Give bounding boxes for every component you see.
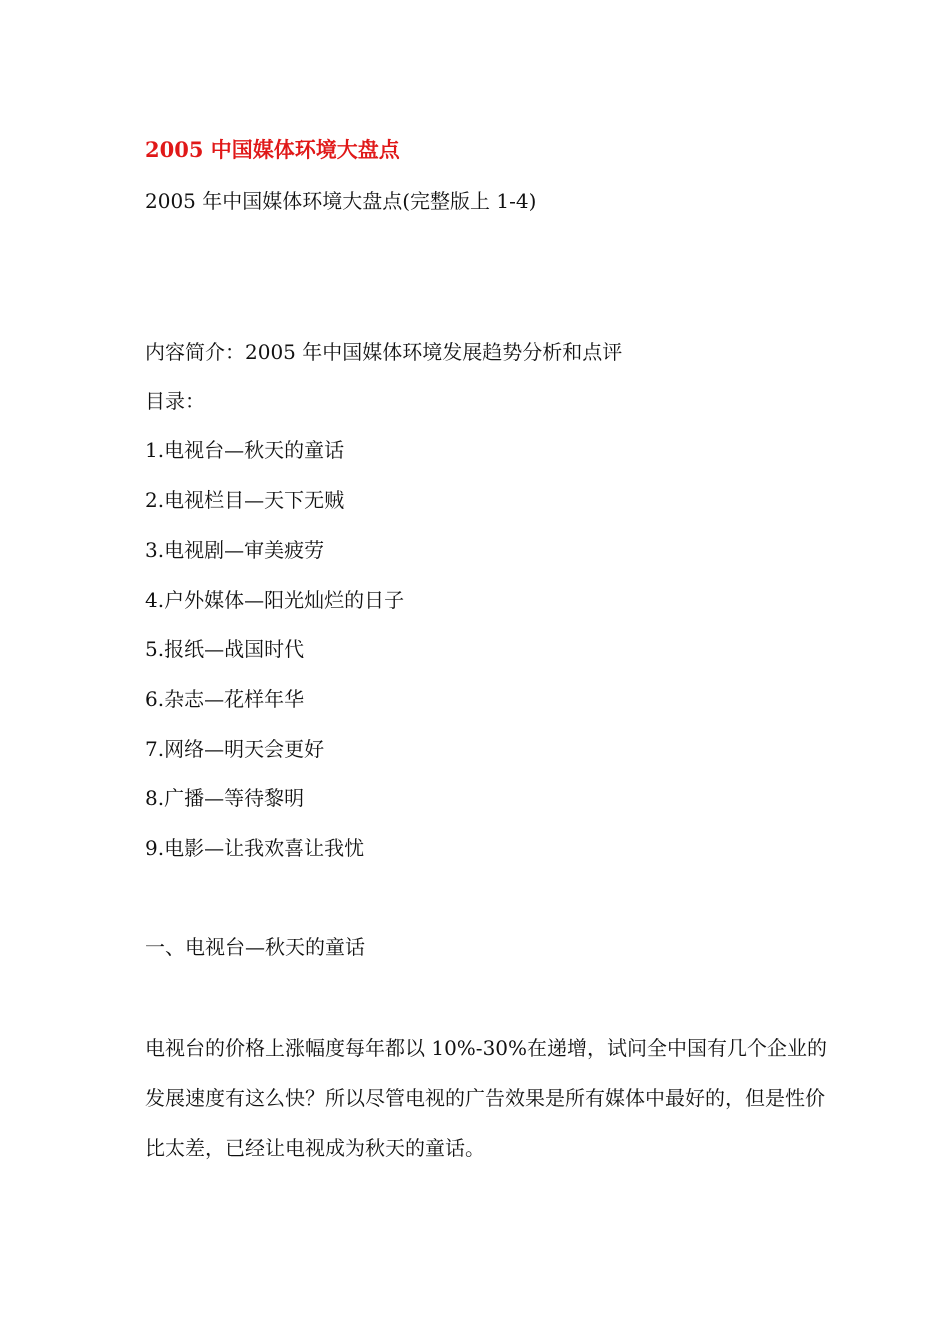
content-summary: 内容简介：2005 年中国媒体环境发展趋势分析和点评 bbox=[145, 340, 623, 364]
toc-item: 4.户外媒体—阳光灿烂的日子 bbox=[145, 588, 405, 612]
toc-item: 6.杂志—花样年华 bbox=[145, 687, 305, 711]
toc-item: 5.报纸—战国时代 bbox=[145, 637, 305, 661]
toc-item: 7.网络—明天会更好 bbox=[145, 737, 325, 761]
toc-item: 9.电影—让我欢喜让我忧 bbox=[145, 836, 365, 860]
document-subtitle: 2005 年中国媒体环境大盘点(完整版上 1-4) bbox=[145, 189, 537, 213]
toc-item: 2.电视栏目—天下无贼 bbox=[145, 488, 345, 512]
toc-item: 1.电视台—秋天的童话 bbox=[145, 438, 345, 462]
section-heading: 一、电视台—秋天的童话 bbox=[145, 935, 365, 959]
toc-heading: 目录： bbox=[145, 389, 205, 413]
toc-item: 8.广播—等待黎明 bbox=[145, 786, 305, 810]
toc-item: 3.电视剧—审美疲劳 bbox=[145, 538, 325, 562]
section-paragraph: 电视台的价格上涨幅度每年都以 10%-30%在递增，试问全中国有几个企业的发展速度有这么快？所以尽管电视的广告效果是所有媒体中最好的，但是性价比太差，已经让电视成为秋天的童话。 bbox=[145, 1036, 828, 1160]
document-title: 2005 中国媒体环境大盘点 bbox=[145, 137, 400, 162]
